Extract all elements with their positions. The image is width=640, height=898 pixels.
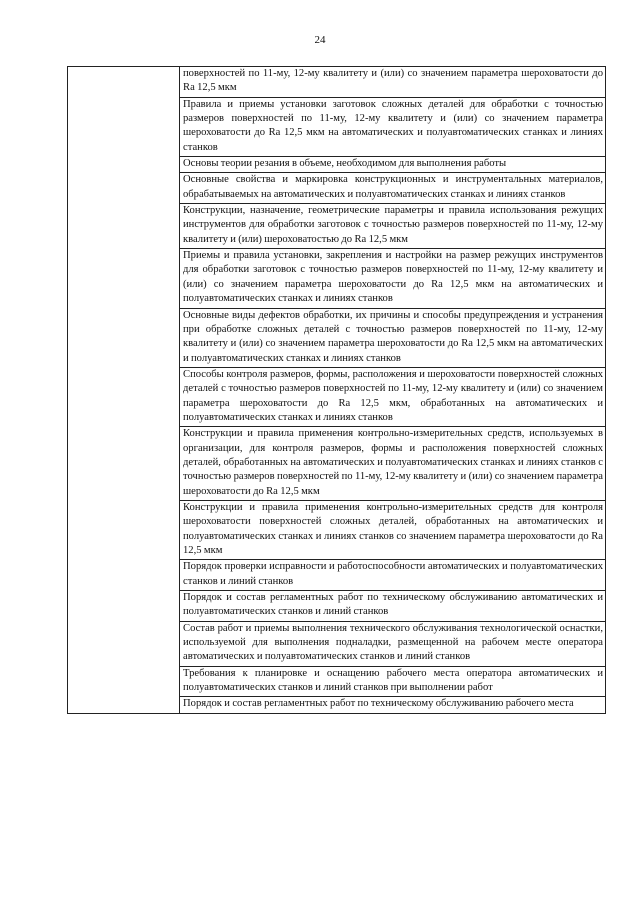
section-label-cell [68, 67, 180, 714]
knowledge-item: Приемы и правила установки, закрепления и настройки на размер режущих инструментов для обработки заготовок с точностью размеров поверхностей по 11-му, 12-му квалитету и (или) со значением параметра шероховатости до Ra 12,5 мкм на автоматических и полуавтоматических станках и линиях станков [180, 249, 606, 308]
knowledge-item: Конструкции и правила применения контрольно-измерительных средств, используемых в организации, для контроля размеров, формы и расположения поверхностей сложных деталей, обработанных на автоматических и полуавтоматических станках и линиях станков с точностью размеров поверхностей по 11-му, 12-му квалитету и (или) со значением параметра шероховатости до Ra 12,5 мкм [180, 427, 606, 501]
knowledge-item: Основные виды дефектов обработки, их причины и способы предупреждения и устранения при обработке сложных деталей с точностью размеров поверхностей по 11-му, 12-му квалитету и (или) со значением параметра шероховатости до Ra 12,5 мкм на автоматических и полуавтоматических станках и линиях станков [180, 308, 606, 367]
knowledge-item: Основные свойства и маркировка конструкционных и инструментальных материалов, обрабатываемых на автоматических и полуавтоматических станках и линиях станков [180, 173, 606, 204]
requirements-table [67, 66, 606, 714]
table-row [68, 67, 606, 98]
page-number: 24 [314, 34, 326, 46]
knowledge-item: Состав работ и приемы выполнения технического обслуживания технологической оснастки, используемой для выполнения подналадки, размещенной на рабочем месте оператора автоматических и полуавтоматических станков и линий станков [180, 621, 606, 666]
knowledge-item: Правила и приемы установки заготовок сложных деталей для обработки с точностью размеров поверхностей по 11-му, 12-му квалитету и (или) со значением параметра шероховатости до Ra 12,5 мкм на автоматических и полуавтоматических станках и линиях станков [180, 97, 606, 156]
knowledge-item: поверхностей по 11-му, 12-му квалитету и (или) со значением параметра шероховатости до Ra 12,5 мкм [180, 67, 606, 98]
knowledge-item: Конструкции, назначение, геометрические параметры и правила использования режущих инструментов для обработки заготовок с точностью размеров поверхностей по 11-му, 12-му квалитету и (или) шероховатостью до Ra 12,5 мкм [180, 204, 606, 249]
knowledge-item: Способы контроля размеров, формы, расположения и шероховатости поверхностей сложных деталей с точностью размеров поверхностей по 11-му, 12-му квалитету и (или) со значением параметра шероховатости до Ra 12,5 мкм, обработанных на автоматических и полуавтоматических станках и линиях станков [180, 367, 606, 426]
knowledge-item: Конструкции и правила применения контрольно-измерительных средств для контроля шероховатости поверхностей сложных деталей, обработанных на автоматических и полуавтоматических станках и линиях станков со значением параметра шероховатости до Ra 12,5 мкм [180, 500, 606, 559]
knowledge-item: Требования к планировке и оснащению рабочего места оператора автоматических и полуавтоматических станков и линий станков при выполнении работ [180, 666, 606, 697]
knowledge-item: Порядок и состав регламентных работ по техническому обслуживанию автоматических и полуавтоматических станков и линий станков [180, 591, 606, 622]
knowledge-item: Основы теории резания в объеме, необходимом для выполнения работы [180, 157, 606, 173]
knowledge-item: Порядок проверки исправности и работоспособности автоматических и полуавтоматических станков и линий станков [180, 560, 606, 591]
knowledge-item: Порядок и состав регламентных работ по техническому обслуживанию рабочего места [180, 697, 606, 713]
